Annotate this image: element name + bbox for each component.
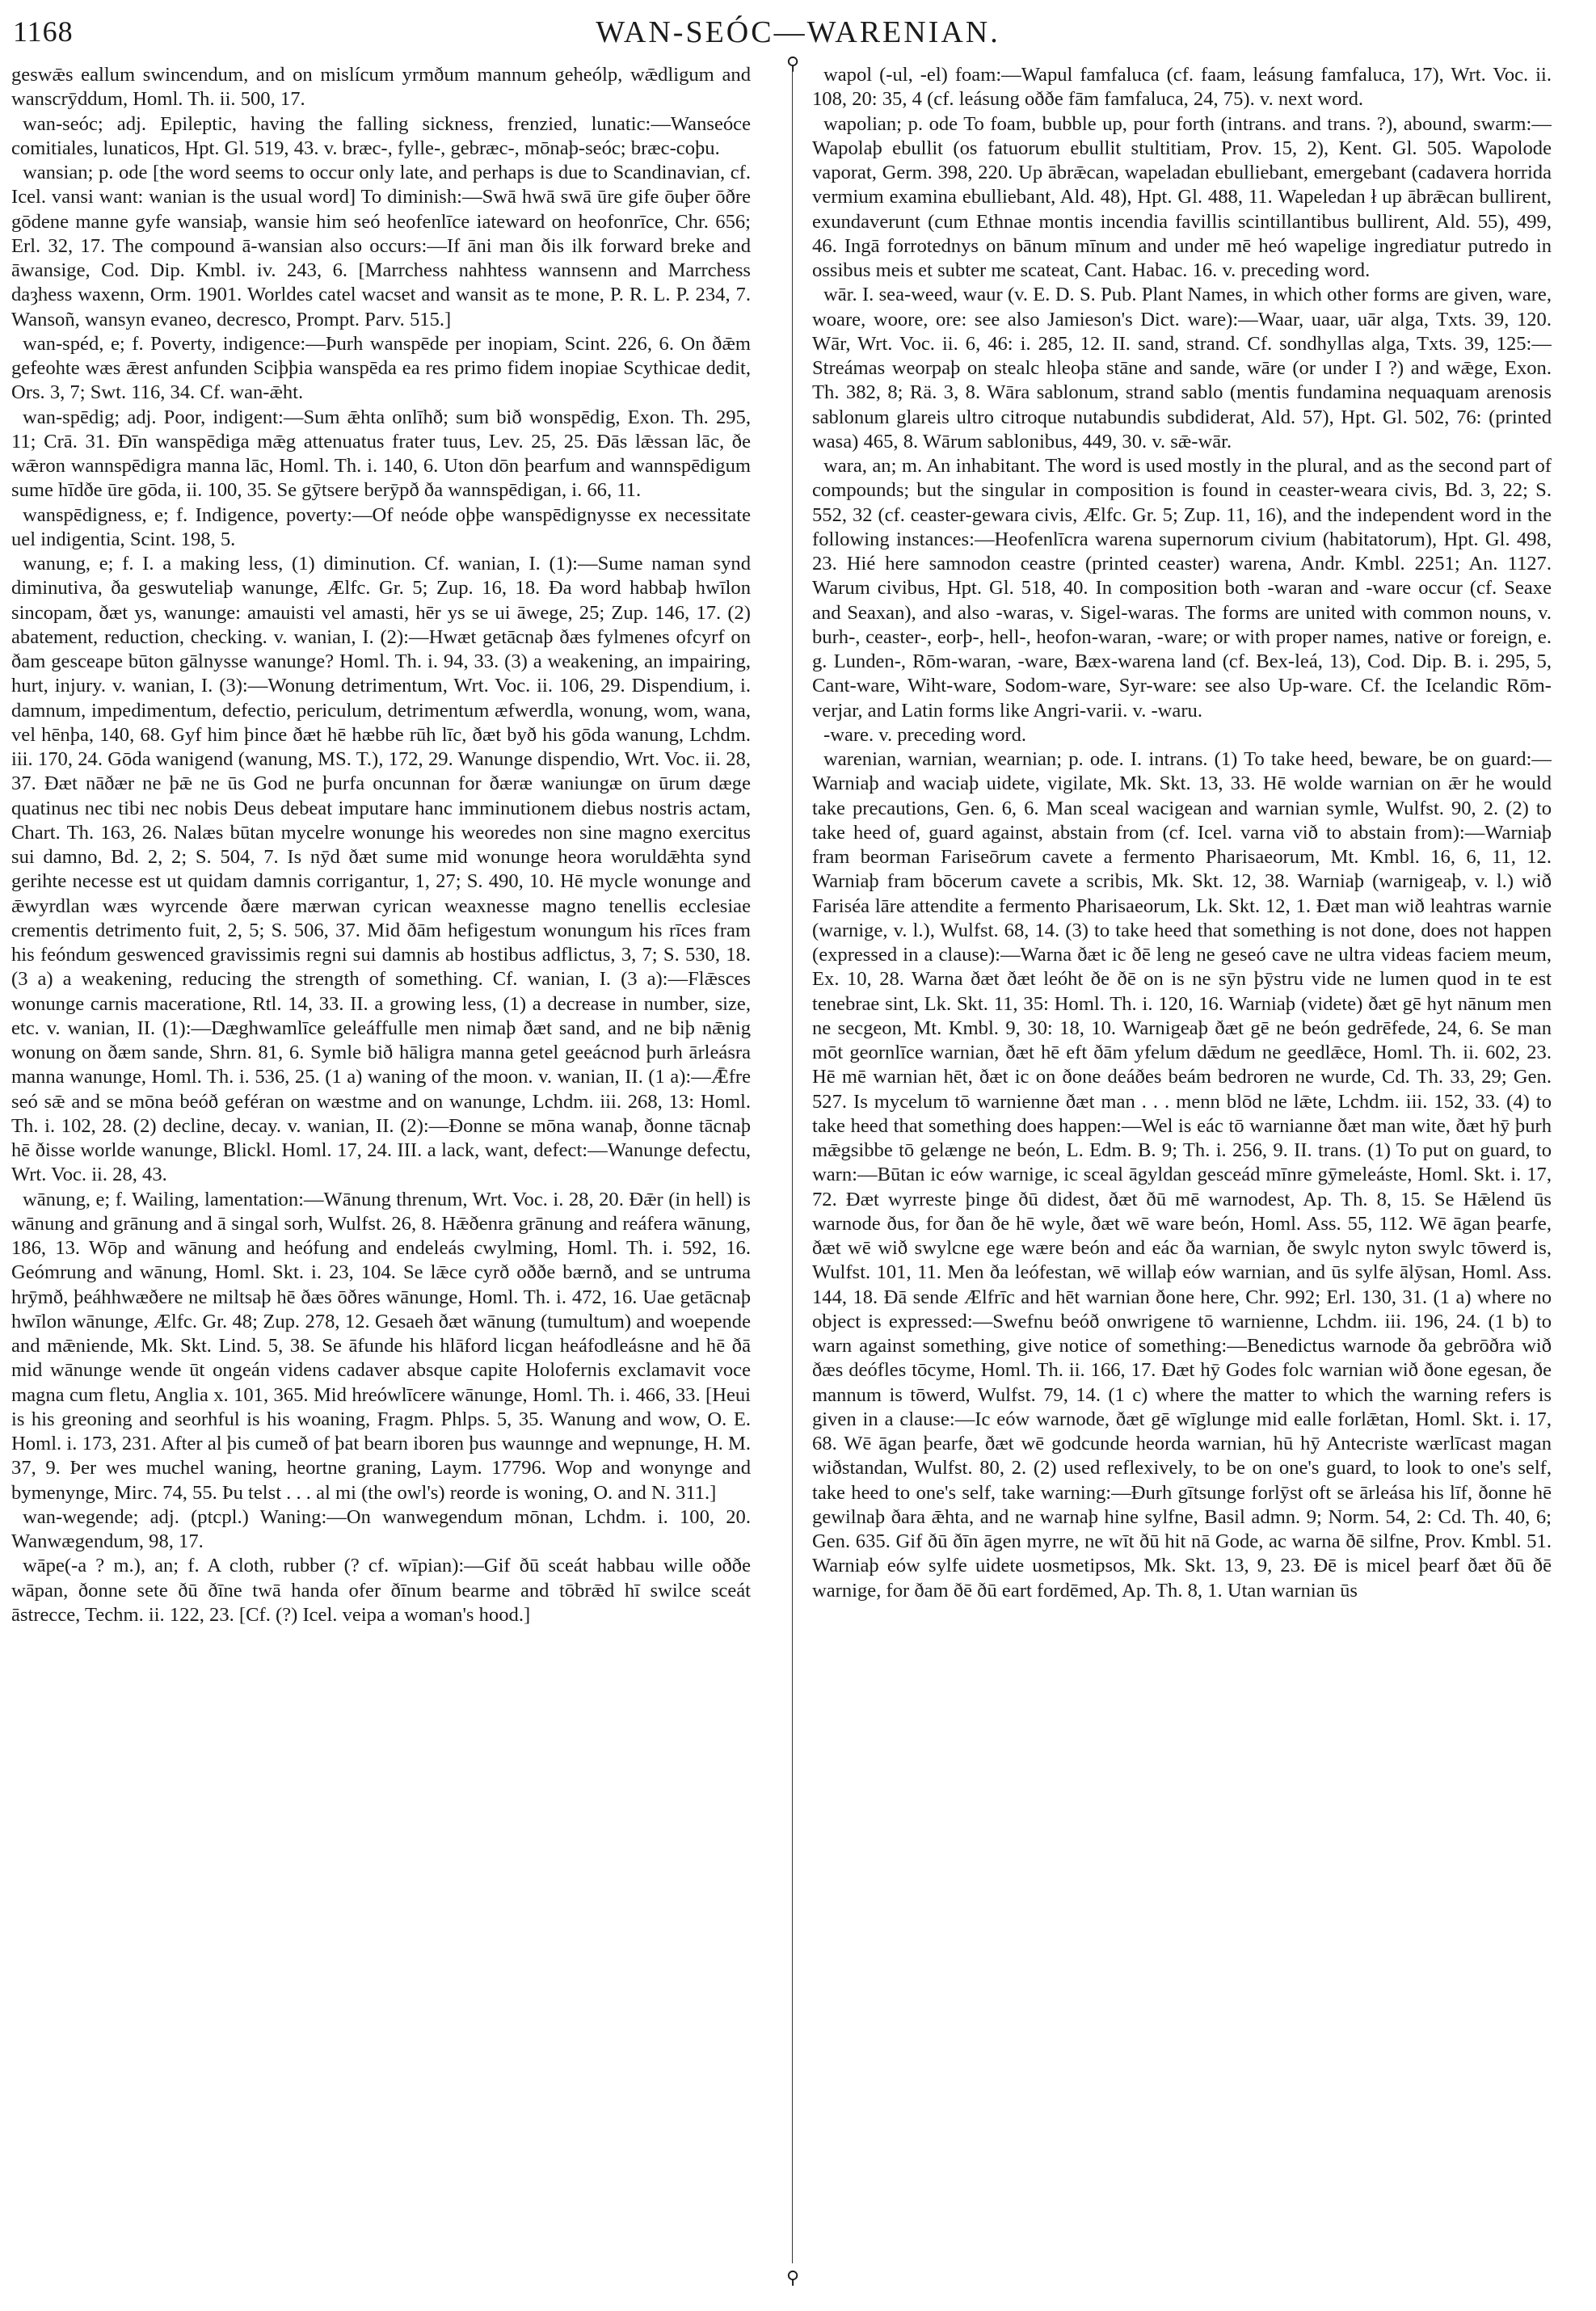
dictionary-entry: wara, an; m. An inhabitant. The word is used mostly in the plural, and as the second part of compounds; but the singular in composition is found in ceaster-weara civis, Bd. 3, 22; S. 552, 32 (cf. ceaster-gewara civis, Ælfc. Gr. 5; Zup. 11, 16), and the independent word in the following instances:—Heofenlīcra warena supernorum civium (habitatorum), Hpt. Gl. 498, 23. Hié here samnodon ceastre (printed ceaster) warena, Andr. Kmbl. 2251; An. 1127. Warum civibus, Hpt. Gl. 518, 40. In composition both -waran and -ware occur (cf. Seaxe and Seaxan), and also -waras, v. Sigel-waras. The forms are united with common nouns, v. burh-, ceaster-, eorþ-, hell-, heofon-waran, -ware; or with proper names, native or foreign, e. g. Lunden-, Rōm-waran, -ware, Bæx-warena land (cf. Bex-leá, 13), Cod. Dip. B. i. 295, 5, Cant-ware, Wiht-ware, Sodom-ware, Syr-ware: see also Up-ware. Cf. the Icelandic Rōm-verjar, and Latin forms like Angri-varii. v. -waru. [812,455,1552,722]
right-column [812,63,1552,2277]
page-number: 1168 [13,15,74,48]
dictionary-entry: geswǣs eallum swincendum, and on mislícum yrmðum mannum geheólp, wǣdligum and wanscrȳddum, Homl. Th. ii. 500, 17. [11,64,751,111]
dictionary-entry: wāpe(-a ? m.), an; f. A cloth, rubber (? cf. wīpian):—Gif ðū sceát habbau wille oððe wāpan, ðonne sete ðū ðīne twā handa ofer ðīnum bearme and tōbrǣd hī swilce sceát āstrecce, Techm. ii. 122, 23. [Cf. (?) Icel. veipa a woman's hood.] [11,1555,751,1626]
dictionary-entry: wan-seóc; adj. Epileptic, having the falling sickness, frenzied, lunatic:—Wanseóce comitiales, lunaticos, Hpt. Gl. 519, 43. v. bræc-, fylle-, gebræc-, mōnaþ-seóc; bræc-coþu. [11,112,751,159]
running-head: WAN-SEÓC—WARENIAN. [596,15,1000,49]
dictionary-entry: wan-spéd, e; f. Poverty, indigence:—Þurh wanspēde per inopiam, Scint. 226, 6. On ðǣm gefeohte wæs ǣrest anfunden Sciþþia wanspēda ea res primo fidem inopiae Scythicae dedit, Ors. 3, 7; Swt. 116, 34. Cf. wan-ǣht. [11,332,751,404]
dictionary-entry: -ware. v. preceding word. [823,723,1027,746]
column-ornament-bottom-icon: ⚲ [785,2267,800,2288]
dictionary-entry: warenian, warnian, wearnian; p. ode. I. intrans. (1) To take heed, beware, be on guard:—Warniaþ and waciaþ uidete, vigilate, Mk. Skt. 13, 33. Hē wolde warnian on ǣr he would take precautions, Gen. 6, 6. Man sceal wacigean and warnian symle, Wulfst. 90, 2. (2) to take heed of, guard against, abstain from (cf. Icel. varna við to abstain from):—Warniaþ fram beorman Fariseōrum cavete a fermento Pharisaeorum, Mt. Kmbl. 16, 6, 11, 12. Warniaþ fram bōcerum cavete a scribis, Mk. Skt. 12, 38. Warniaþ (warnigeaþ, v. l.) wið Fariséa lāre attendite a fermento Pharisaeorum, Lk. Skt. 12, 1. Ðæt man wið leahtras warnie (warnige, v. l.), Wulfst. 68, 14. (3) to take heed that something is not done, does not happen (expressed in a clause):—Warna ðæt ic ðē leng ne geseó cave ne ultra videas faciem meum, Ex. 10, 28. Warna ðæt ðæt leóht ðe ðē on is ne sȳn þȳstru vide ne lumen quod in te est tenebrae sint, Lk. Skt. 11, 35: Homl. Th. i. 120, 16. Warniaþ (videte) ðæt gē hyt nānum men ne secgeon, Mt. Kmbl. 9, 30: 18, 10. Warnigeaþ ðæt gē ne beón gedrēfede, 24, 6. Se man mōt geornlīce warnian, ðæt hē eft ðām yfelum dǣdum ne geedlǣce, Homl. Th. ii. 602, 23. Hē mē warnian hēt, ðæt ic on ðone deáðes beám bedroren ne wurde, Cd. Th. 33, 29; Gen. 527. Is mycelum tō warnienne ðæt man . . . menn blōd ne lǣte, Lchdm. iii. 152, 33. (4) to take heed that something does happen:—Wel is eác tō warnianne ðæt man wite, ðæt hȳ þurh mǣgsibbe tō gelænge ne beón, L. Edm. B. 9; Th. i. 256, 9. II. trans. (1) To put on guard, to warn:—Būtan ic eów warnige, ic sceal āgyldan gesceád mīnre gȳmeleáste, Homl. Skt. i. 17, 72. Ðæt wyrreste þinge ðū didest, ðæt ðū mē warnodest, Ap. Th. 8, 15. Se Hǣlend ūs warnode ðus, for ðan ðe hē wyle, ðæt wē ware beón, Homl. Ass. 55, 112. Wē āgan þearfe, ðæt wē wið swylcne ege wære beón and eác ða warnian, ðe swylc nyton swylc tōwerd is, Wulfst. 101, 11. Men ða leófestan, wē willaþ eów warnian, and ūs sylfe ālȳsan, Homl. Ass. 144, 18. Ðā sende Ælfrīc and hēt warnian ðone here, Chr. 992; Erl. 130, 31. (1 a) where no object is expressed:—Swefnu beóð onwrigene tō warnienne, Lchdm. iii. 196, 24. (1 b) to warn against something, give notice of something:—Benedictus warnode ða gebrōðra wið ðæs deófles tōcyme, Homl. Th. ii. 166, 17. Ðæt hȳ Godes folc warnian wið ðone egesan, ðe mannum is tōwerd, Wulfst. 79, 14. (1 c) where the matter to which the warning refers is given in a clause:—Ic eów warnode, ðæt gē wīglunge mid ealle forlǣtan, Homl. Skt. i. 17, 68. Wē āgan þearfe, ðæt wē godcunde heorda warnian, hū hȳ Antecriste wærlīcast magan wiðstandan, Wulfst. 80, 2. (2) used reflexively, to be on one's guard, to look to one's self, take heed to one's self, take warning:—Ðurh gītsunge forlȳst oft se ārleása his līf, ðonne hē gewilnaþ ðara ǣhta, and ne warnaþ hine sylfne, Basil admn. 9; Norm. 54, 2: Cd. Th. 40, 6; Gen. 635. Gif ðū ðīn āgen myrre, ne wīt ðū hit nā Gode, ac warna ðē silfne, Prov. Kmbl. 51. Warniaþ eów sylfe uidete uosmetipsos, Mk. Skt. 13, 9, 23. Ðē is micel þearf ðæt ðū ðē warnige, for ðam ðē ðū eart fordēmed, Ap. Th. 8, 1. Utan warnian ūs [812,748,1552,1602]
dictionary-entry: wanung, e; f. I. a making less, (1) diminution. Cf. wanian, I. (1):—Sume naman synd diminutiva, ða geswuteliaþ wanunge, Ælfc. Gr. 5; Zup. 16, 18. Ða word habbaþ hwīlon sincopam, ðæt ys, wanunge: amauisti vel amasti, hēr ys se ui āwege, 25; Zup. 146, 17. (2) abatement, reduction, checking. v. wanian, I. (2):—Hwæt getācnaþ ðæs fylmenes ofcyrf on ðam gesceape būton gālnysse wanunge? Homl. Th. i. 94, 33. (3) a weakening, an impairing, hurt, injury. v. wanian, I. (3):—Wonung detrimentum, Wrt. Voc. ii. 106, 29. Dispendium, i. damnum, impedimentum, defectio, periculum, detrimentum æfwerdla, wonung, wom, wana, vel hēnþa, 140, 68. Gyf him þince ðæt hē hæbbe rūh līc, ðæt byð his gōda wanung, Lchdm. iii. 170, 24. Gōda wanigend (wanung, MS. T.), 172, 29. Wanunge dispendio, Wrt. Voc. ii. 28, 37. Ðæt nāðær ne þǣ ne ūs God ne þurfa oncunnan for ðæræ waniungæ on ūrum dæge quatinus nec tibi nec nobis Deus debeat imputare hanc imminutionem diebus nostris actam, Chart. Th. 163, 26. Nalæs būtan mycelre wonunge his weoredes non sine magno exercitus sui damno, Bd. 2, 2; S. 504, 7. Is nȳd ðæt sume mid wonunge heora woruldǣhta synd gerihte necesse est ut quidam damnis corrigantur, 1, 27; S. 490, 10. Hē mycle wonunge and ǣwyrdlan wæs wyrcende ðære mærwan cyrican weaxnesse magno tenellis ecclesiae crementis detrimento fuit, 2, 5; S. 506, 37. Mid ðām hefigestum wonungum his rīces fram his feóndum geswenced gravissimis regni sui damnis ab hostibus adflictus, 3, 7; S. 530, 18. (3 a) a weakening, reducing the strength of something. Cf. wanian, I. (3 a):—Flǣsces wonunge carnis maceratione, Rtl. 14, 33. II. a growing less, (1) a decrease in number, size, etc. v. wanian, II. (1):—Dæghwamlīce geleáffulle men nimaþ ðæt sand, and ne biþ nǣnig wonung on ðæm sande, Shrn. 81, 6. Symle bið hāligra manna getel geeácnod þurh ārleásra manna wanunge, Homl. Th. i. 536, 25. (1 a) waning of the moon. v. wanian, II. (1 a):—Ǣfre seó sǣ and se mōna beóð geféran on wæstme and on wanunge, Lchdm. iii. 268, 13: Homl. Th. i. 102, 28. (2) decline, decay. v. wanian, II. (2):—Ðonne se mōna wanaþ, ðonne tācnaþ hē ðisse worlde wanunge, Blickl. Homl. 17, 24. III. a lack, want, defect:—Wanunge defectu, Wrt. Voc. ii. 28, 43. [11,553,751,1186]
dictionary-entry: wapolian; p. ode To foam, bubble up, pour forth (intrans. and trans. ?), abound, swarm:—Wapolaþ ebullit (os fatuorum ebullit stultitiam, Prov. 15, 2), Kent. Gl. 505. Wapolode vaporat, Germ. 398, 220. Up ābrǣcan, wapeladan ebulliebant, emergebant (cadavera horrida vermium examina ebulliebant, Ald. 48), Hpt. Gl. 488, 11. Wapeledan ł up ābrǣcan bullirent, exundaverunt (cum Ethnae montis incendia favillis scintillantibus bullirent, Ald. 55), 499, 46. Ingā forrotednys on bānum mīnum and under mē heó wapelige ingrediatur putredo in ossibus meis et subter me scateat, Cant. Habac. 16. v. preceding word. [812,112,1552,281]
dictionary-entry: wan-spēdig; adj. Poor, indigent:—Sum ǣhta onlīhð; sum bið wonspēdig, Exon. Th. 295, 11; Crā. 31. Ðīn wanspēdiga mǣg attenuatus frater tuus, Lev. 25, 25. Ðās lǣssan lāc, ðe wǣron wannspēdigra manna lāc, Homl. Th. i. 140, 6. Uton dōn þearfum and wannspēdigum sume hīdðe ūre gōda, ii. 100, 35. Se gȳtsere berȳpð ða wannspēdigan, i. 66, 11. [11,406,751,502]
column-ornament-top-icon: ⚲ [785,53,800,74]
dictionary-entry: wanspēdigness, e; f. Indigence, poverty:—Of neóde oþþe wanspēdignysse ex necessitate uel indigentia, Scint. 198, 5. [11,503,751,550]
left-column [11,63,751,2277]
dictionary-entry: wapol (-ul, -el) foam:—Wapul famfaluca (cf. faam, leásung famfaluca, 17), Wrt. Voc. ii. 108, 20: 35, 4 (cf. leásung oððe fām famfaluca, 24, 75). v. next word. [812,64,1552,111]
dictionary-entry: wār. I. sea-weed, waur (v. E. D. S. Pub. Plant Names, in which other forms are given, ware, woare, woore, ore: see also Jamieson's Dict. ware):—Waar, uaar, uār alga, Txts. 39, 120. Wār, Wrt. Voc. ii. 6, 46: i. 285, 12. II. sand, strand. Cf. sondhyllas alga, Txts. 39, 125:—Streámas weorpaþ on stealc hleoþa stāne and sande, wāre (or under I ?) and wǣge, Exon. Th. 382, 8; Rä. 3, 8. Wāra sablonum, strand sablo (mentis fundamina nequaquam arenosis sablonum glareis ultro citroque nutabundis subdiderat, Ald. 57), Hpt. Gl. 502, 76: (printed wasa) 465, 8. Wārum sablonibus, 449, 30. v. sǣ-wār. [812,284,1552,453]
dictionary-entry: wan-wegende; adj. (ptcpl.) Waning:—On wanwegendum mōnan, Lchdm. i. 100, 20. Wanwægendum, 98, 17. [11,1505,751,1552]
dictionary-entry: wansian; p. ode [the word seems to occur only late, and perhaps is due to Scandinavian, cf. Icel. vansi want: wanian is the usual word] To diminish:—Swā hwā swā ūre gife ōuþer ōðre gōdene manne gyfe wansiaþ, wansie him seó heofenlīce iateward on heofonrīce, Chr. 656; Erl. 32, 17. The compound ā-wansian also occurs:—If āni man ðis ilk forward breke and āwansige, Cod. Dip. Kmbl. iv. 243, 6. [Marrchess nahhtess wannsenn and Marrchess daȝhess waxenn, Orm. 1901. Worldes catel wacset and wansit as te mone, P. R. L. P. 234, 7. Wansoñ, wansyn evaneo, decresco, Prompt. Parv. 515.] [11,162,751,330]
dictionary-entry: wānung, e; f. Wailing, lamentation:—Wānung threnum, Wrt. Voc. i. 28, 20. Ðǣr (in hell) is wānung and grānung and ā singal sorh, Wulfst. 26, 8. Hǣðenra grānung and reáfera wānung, 186, 13. Wōp and wānung and heófung and endeleás cwylming, Homl. Th. i. 592, 16. Geómrung and wānung, Homl. Skt. i. 23, 104. Se lǣce cyrð oððe bærnð, and se untruma hrȳmð, þeáhhwæðere ne miltsaþ hē ðæs ōðres wānunge, Homl. Th. i. 472, 16. Uae getācnaþ hwīlon wānunge, Ælfc. Gr. 48; Zup. 278, 12. Gesaeh ðæt wānung (tumultum) and woepende and mǣniende, Mk. Skt. Lind. 5, 38. Se āfunde his hlāford licgan heáfodleásne and hē ðā mid wānunge wende ūt ongeán videns cadaver absque capite Holofernis exclamavit voce magna cum fletu, Anglia x. 101, 365. Mid hreówlīcere wānunge, Homl. Th. i. 466, 33. [Heui is his greoning and seorhful is his woaning, Fragm. Phlps. 5, 35. Wanung and wow, O. E. Homl. i. 173, 231. After al þis cumeð of þat bearn iboren þus waunnge and wepnunge, H. M. 37, 9. Þer wes muchel waning, heortne graning, Laym. 17796. Wop and wonynge and bymenynge, Mirc. 74, 55. Þu telst . . . al mi (the owl's) reorde is woning, O. and N. 311.] [11,1188,751,1504]
column-divider [792,69,793,2263]
